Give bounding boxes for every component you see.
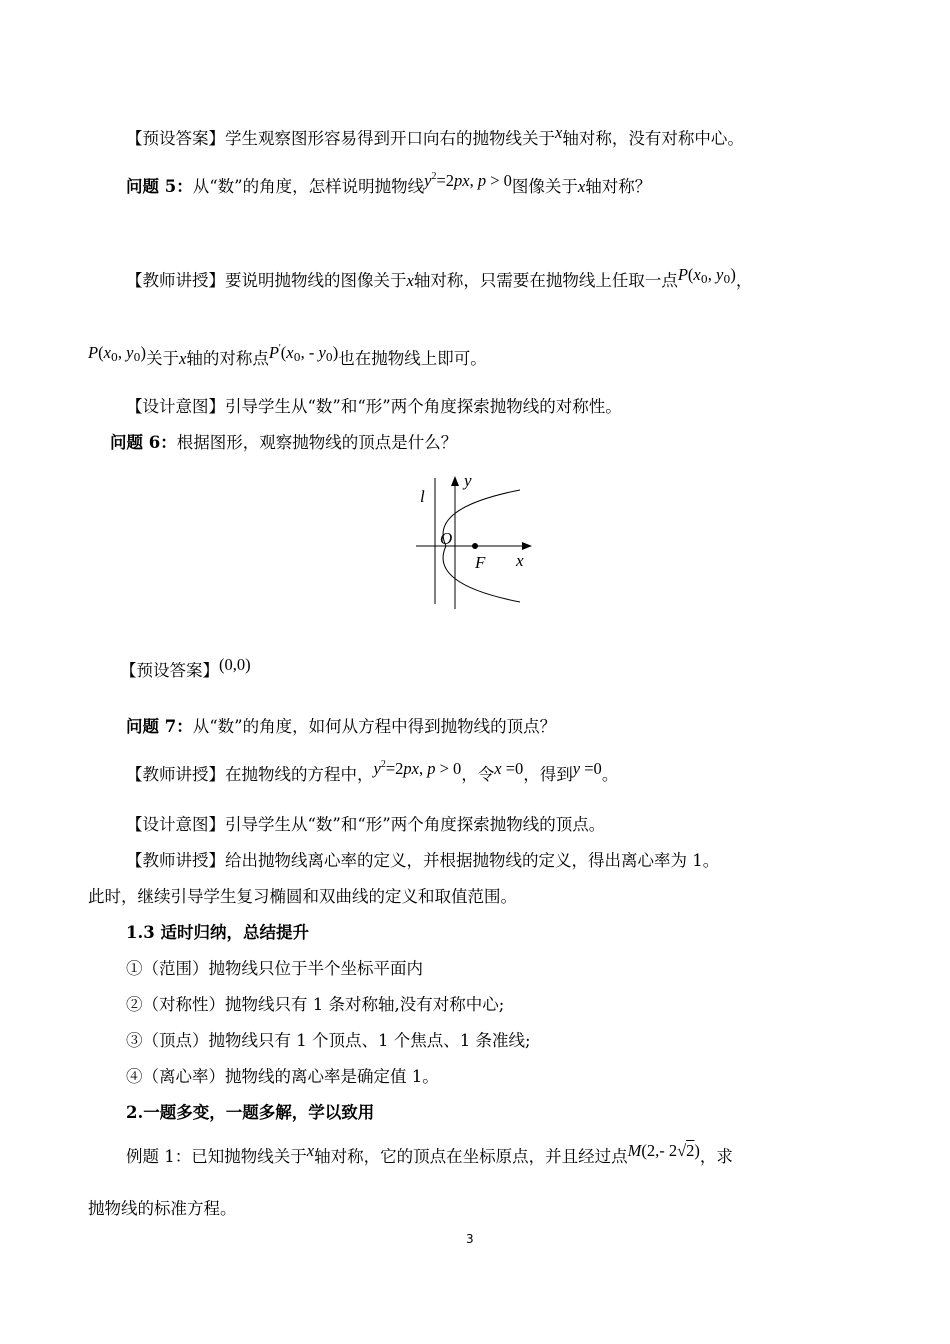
y-axis-arrow bbox=[451, 476, 459, 486]
question-label: 问题 7： bbox=[126, 717, 193, 736]
teacher-explain-4: 【教师讲授】给出抛物线离心率的定义，并根据抛物线的定义，得出离心率为 1。 bbox=[126, 851, 720, 870]
teacher-explain-3: 【教师讲授】在抛物线的方程中，$y^2=2px$, p > 0，令x =0，得到y =0。 bbox=[126, 759, 619, 784]
section-heading-2: 2.一题多变，一题多解，学以致用 bbox=[126, 1103, 375, 1122]
question-label: 问题 6： bbox=[110, 433, 177, 452]
summary-item-4: ④（离心率）抛物线的离心率是确定值 1。 bbox=[126, 1067, 439, 1086]
tag: 【教师讲授】 bbox=[126, 765, 225, 784]
label-l: l bbox=[420, 487, 425, 506]
tag: 【预设答案】 bbox=[120, 661, 219, 680]
design-intent-2: 【设计意图】引导学生从“数”和“形”两个角度探索抛物线的顶点。 bbox=[126, 815, 606, 834]
focus-point bbox=[472, 543, 478, 549]
tag: 【设计意图】 bbox=[126, 815, 225, 834]
teacher-explain-1-cont: $P(x_0$, $y_0$)关于x轴的对称点$P'(x_0$, - $y_0$)也在抛物线上即可。 bbox=[88, 343, 487, 368]
teacher-explain-1: 【教师讲授】要说明抛物线的图像关于x轴对称，只需要在抛物线上任取一点$P(x_0$, $y_0$)， bbox=[126, 265, 753, 290]
design-intent-1: 【设计意图】引导学生从“数”和“形”两个角度探索抛物线的对称性。 bbox=[126, 397, 622, 416]
example-1-cont: 抛物线的标准方程。 bbox=[88, 1199, 237, 1218]
label-x: x bbox=[516, 551, 524, 570]
point-M: M(2,- 2√2) bbox=[627, 1141, 700, 1160]
example-1: 例题 1：已知抛物线关于x轴对称，它的顶点在坐标原点，并且经过点M(2,- 2√2)，求 bbox=[126, 1141, 733, 1166]
preset-answer-1: 【预设答案】学生观察图形容易得到开口向右的抛物线关于x轴对称，没有对称中心。 bbox=[126, 123, 744, 148]
tag: 【预设答案】 bbox=[126, 129, 225, 148]
label-F: F bbox=[475, 553, 486, 572]
section-heading-1-3: 1.3 适时归纳，总结提升 bbox=[126, 923, 309, 942]
point-P: $P(x_0$, $y_0$) bbox=[677, 265, 736, 286]
label-O: O bbox=[440, 529, 453, 548]
summary-item-2: ②（对称性）抛物线只有 1 条对称轴,没有对称中心; bbox=[126, 995, 505, 1014]
point-P-prime: $P'(x_0$, - $y_0$) bbox=[268, 343, 339, 364]
tag: 【设计意图】 bbox=[126, 397, 225, 416]
point-P: $P(x_0$, $y_0$) bbox=[88, 343, 146, 364]
tag: 【教师讲授】 bbox=[126, 271, 225, 290]
question-5: 问题 5：从“数”的角度，怎样说明抛物线$y^2=2px$, p > 0图像关于x轴对称？ bbox=[126, 171, 652, 196]
parabola-equation: $y^2=2px$, p > 0 bbox=[424, 171, 512, 190]
x-axis-arrow bbox=[522, 542, 532, 550]
tag: 【教师讲授】 bbox=[126, 851, 225, 870]
preset-answer-6 bbox=[120, 655, 251, 682]
question-label: 问题 5： bbox=[126, 177, 193, 196]
summary-item-1: ①（范围）抛物线只位于半个坐标平面内 bbox=[126, 959, 423, 978]
teacher-explain-4-cont: 此时，继续引导学生复习椭圆和双曲线的定义和取值范围。 bbox=[88, 887, 517, 906]
page-number: 3 bbox=[466, 1232, 474, 1246]
question-6: 问题 6：根据图形，观察抛物线的顶点是什么？ bbox=[110, 433, 458, 452]
summary-item-3: ③（顶点）抛物线只有 1 个顶点、1 个焦点、1 条准线; bbox=[126, 1031, 531, 1050]
parabola-equation: $y^2=2px$, p > 0 bbox=[373, 759, 462, 778]
vertex-value: (0,0) bbox=[219, 655, 251, 674]
parabola-figure bbox=[408, 468, 548, 610]
label-y: y bbox=[464, 471, 472, 490]
question-7: 问题 7：从“数”的角度，如何从方程中得到抛物线的顶点？ bbox=[126, 717, 557, 736]
